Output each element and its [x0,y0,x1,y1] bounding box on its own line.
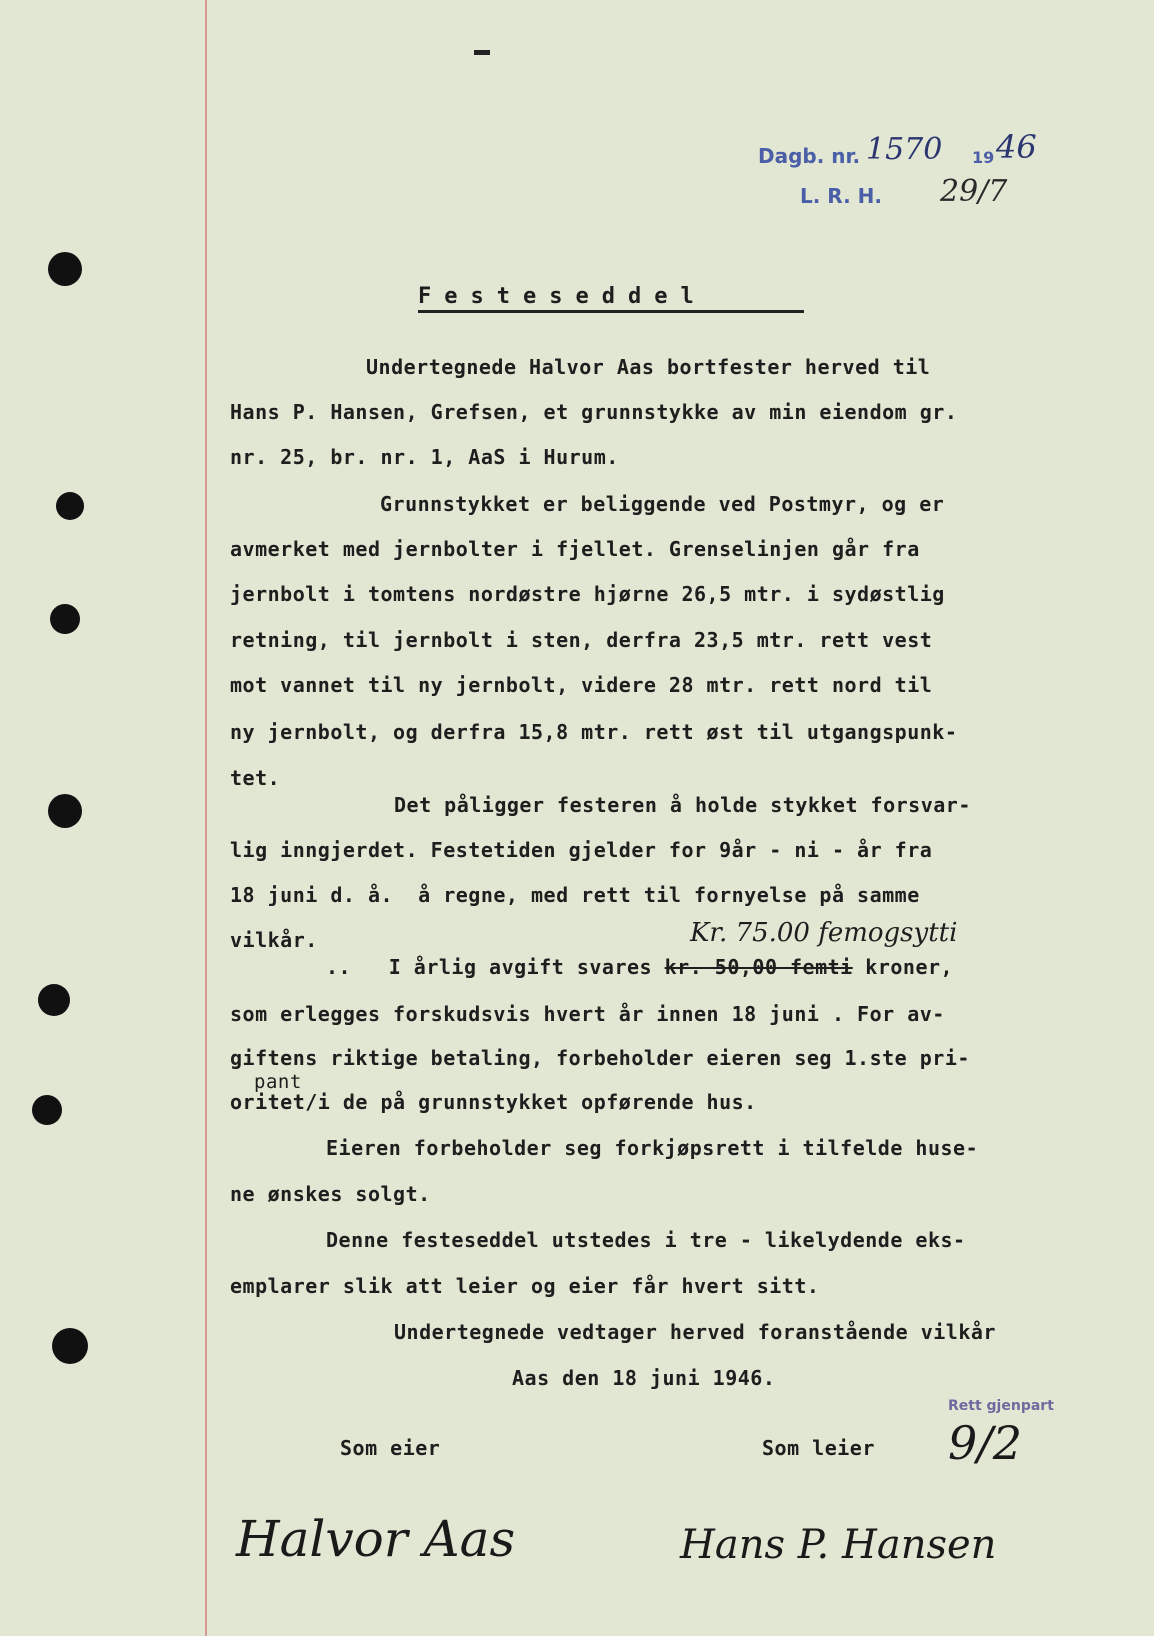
body-line: oritet/i de på grunnstykket opførende hus. [230,1090,757,1114]
fee-prefix: .. I årlig avgift svares [326,955,665,979]
body-line: jernbolt i tomtens nordøstre hjørne 26,5 mtr. i sydøstlig [230,582,945,606]
body-line: ny jernbolt, og derfra 15,8 mtr. rett øst til utgangspunk- [230,720,958,744]
body-line: Eieren forbeholder seg forkjøpsrett i tilfelde huse- [326,1136,979,1160]
body-line: vilkår. [230,928,318,952]
body-line: giftens riktige betaling, forbeholder eieren seg 1.ste pri- [230,1046,970,1070]
punch-hole [48,794,82,828]
punch-hole [50,604,80,634]
stamp-year-prefix: 19 [972,148,995,167]
stamp-office: L. R. H. [800,184,882,208]
body-line: retning, til jernbolt i sten, derfra 23,5 mtr. rett vest [230,628,933,652]
pant-insert: pant [254,1071,302,1093]
punch-hole [32,1095,62,1125]
body-line: Grunnstykket er beliggende ved Postmyr, og er [380,492,945,516]
owner-label: Som eier [340,1436,441,1460]
punch-hole [56,492,84,520]
body-line: ne ønskes solgt. [230,1182,431,1206]
body-line: mot vannet til ny jernbolt, videre 28 mtr. rett nord til [230,673,933,697]
stamp-year: 46 [996,128,1037,166]
certification-stamp: Rett gjenpart [948,1398,1054,1414]
body-line: lig inngjerdet. Festetiden gjelder for 9år - ni - år fra [230,838,933,862]
body-line: Denne festeseddel utstedes i tre - likelydende eks- [326,1228,966,1252]
certification-initials: 9/2 [948,1416,1023,1470]
margin-line [205,0,207,1636]
punch-hole [38,984,70,1016]
stamp-date: 29/7 [940,174,1008,209]
body-line: emplarer slik att leier og eier får hvert sitt. [230,1274,820,1298]
document-title: Festeseddel [418,284,804,313]
handwritten-amount: Kr. 75.00 femogsytti [690,918,958,948]
fee-line [326,955,953,979]
body-line: Undertegnede vedtager herved foranstående vilkår [394,1320,996,1344]
stamp-dagb: Dagb. nr. [758,144,861,168]
body-line: Det påligger festeren å holde stykket forsvar- [394,793,971,817]
body-line: avmerket med jernbolter i fjellet. Grenselinjen går fra [230,537,920,561]
body-line: 18 juni d. å. å regne, med rett til fornyelse på samme [230,883,920,907]
punch-hole [52,1328,88,1364]
body-line: nr. 25, br. nr. 1, AaS i Hurum. [230,445,619,469]
owner-signature: Halvor Aas [236,1510,516,1568]
date-line: Aas den 18 juni 1946. [512,1366,776,1390]
body-line: Undertegnede Halvor Aas bortfester herved til [366,355,931,379]
top-dash [474,50,490,55]
body-line: som erlegges forskudsvis hvert år innen 18 juni . For av- [230,1002,945,1026]
fee-struck: kr. 50,00 femti [664,955,853,979]
body-line: tet. [230,766,281,790]
punch-hole [48,252,82,286]
tenant-label: Som leier [762,1436,875,1460]
stamp-number: 1570 [866,132,943,167]
body-line: Hans P. Hansen, Grefsen, et grunnstykke av min eiendom gr. [230,400,958,424]
fee-suffix: kroner, [852,955,954,979]
tenant-signature: Hans P. Hansen [680,1522,997,1568]
